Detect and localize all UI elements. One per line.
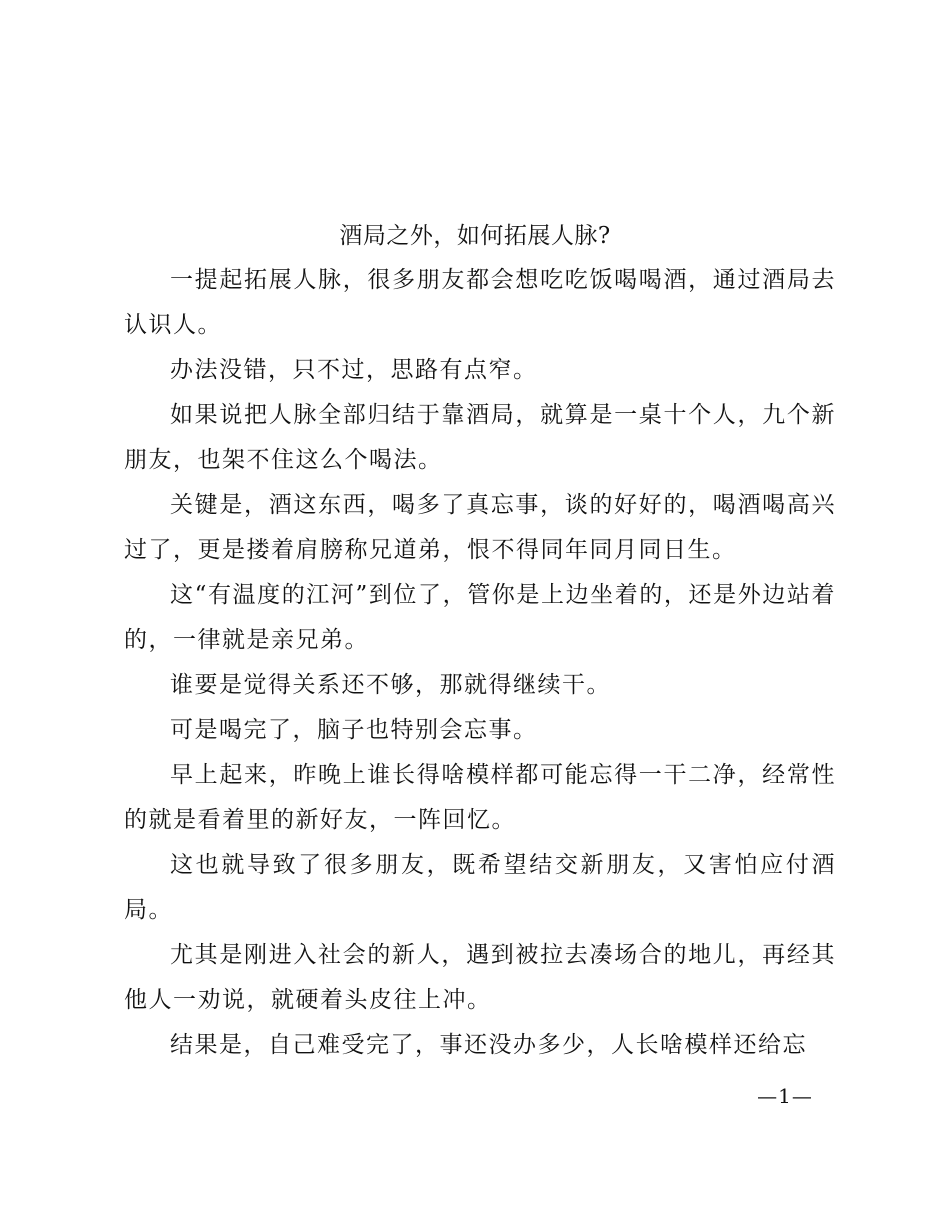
paragraph: 可是喝完了，脑子也特别会忘事。 xyxy=(170,717,538,743)
paragraph: 这也就导致了很多朋友，既希望结交新朋友，又害怕应付酒局。 xyxy=(124,852,836,923)
paragraph: 一提起拓展人脉，很多朋友都会想吃吃饭喝喝酒，通过酒局去认识人。 xyxy=(124,267,836,338)
paragraph: 如果说把人脉全部归结于靠酒局，就算是一桌十个人，九个新朋友，也架不住这么个喝法。 xyxy=(124,402,836,473)
document-body xyxy=(124,258,836,1068)
paragraph: 办法没错，只不过，思路有点窄。 xyxy=(170,357,538,383)
paragraph: 这“有温度的江河”到位了，管你是上边坐着的，还是外边站着的，一律就是亲兄弟。 xyxy=(124,582,836,653)
document-title: 酒局之外，如何拓展人脉? xyxy=(339,223,611,249)
paragraph: 谁要是觉得关系还不够，那就得继续干。 xyxy=(170,672,611,698)
paragraph: 早上起来，昨晚上谁长得啥模样都可能忘得一干二净，经常性的就是看着里的新好友，一阵回忆。 xyxy=(124,762,836,833)
paragraph: 结果是，自己难受完了，事还没办多少，人长啥模样还给忘 xyxy=(170,1032,807,1058)
paragraph: 尤其是刚进入社会的新人，遇到被拉去凑场合的地儿，再经其他人一劝说，就硬着头皮往上冲。 xyxy=(124,942,836,1013)
paragraph: 关键是，酒这东西，喝多了真忘事，谈的好好的，喝酒喝高兴过了，更是搂着肩膀称兄道弟，恨不得同年同月同日生。 xyxy=(124,492,836,563)
page-number: —1— xyxy=(757,1084,813,1108)
